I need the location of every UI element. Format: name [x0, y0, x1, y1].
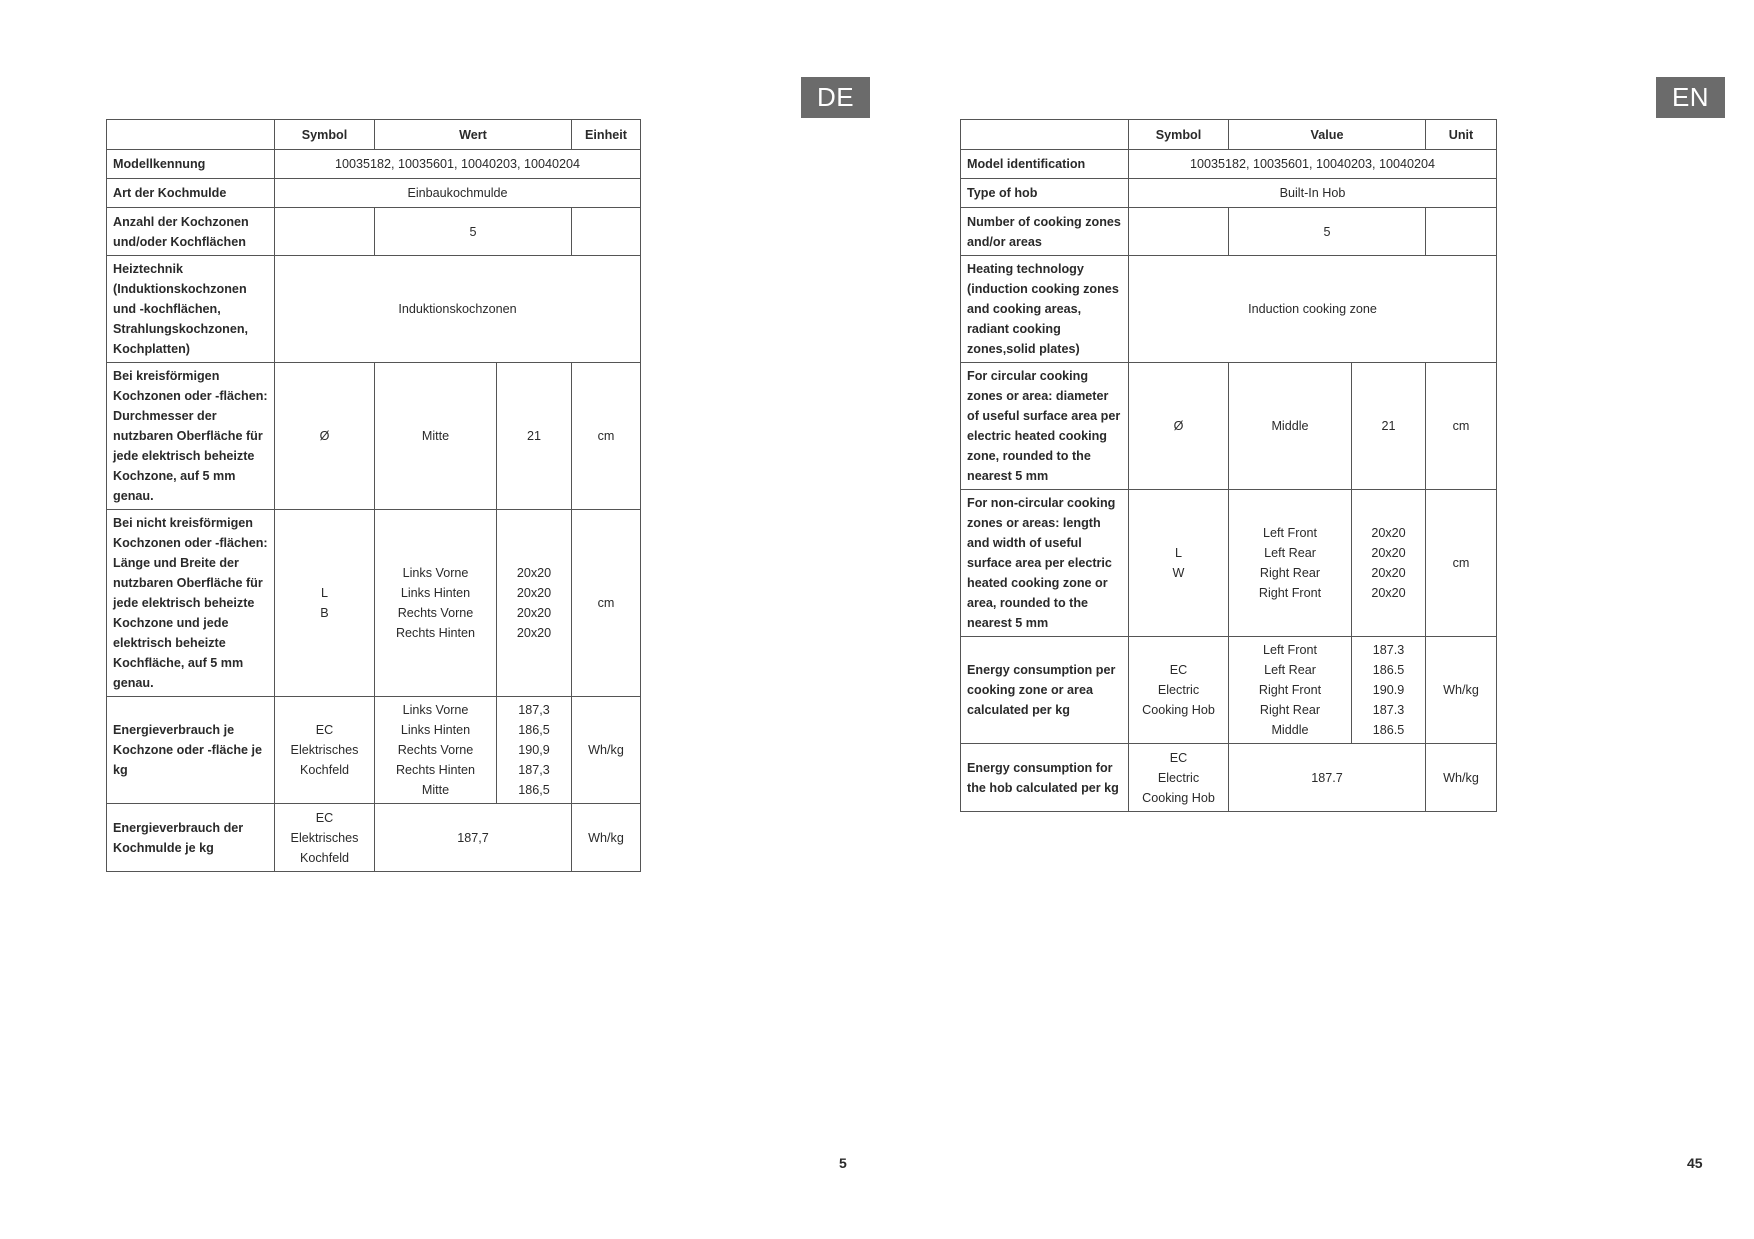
- circular-zone: Middle: [1229, 363, 1352, 490]
- symbol-line: EC: [315, 810, 334, 825]
- energy-hob-label: Energy consumption for the hob calculated per kg: [961, 744, 1129, 812]
- hob-type-row: [961, 179, 1497, 208]
- zones-count-unit: [1426, 208, 1497, 256]
- page-number-de: 5: [839, 1155, 847, 1171]
- symbol-line: Elektrisches: [290, 830, 359, 845]
- language-tab-en: EN: [1656, 77, 1725, 118]
- zone-energy: 187,3: [518, 703, 550, 717]
- zones-count-symbol: [275, 208, 375, 256]
- zone-name: Links Hinten: [400, 586, 471, 600]
- zone-energy: 190,9: [518, 743, 550, 757]
- model-label: Modellkennung: [107, 150, 275, 179]
- zone-energy: 186.5: [1372, 723, 1405, 737]
- model-row: [961, 150, 1497, 179]
- zones-count-value: 5: [1229, 208, 1426, 256]
- zone-name: Rechts Vorne: [397, 743, 474, 757]
- zone-name: Rechts Hinten: [395, 763, 476, 777]
- zones-count-row: [961, 208, 1497, 256]
- zone-size: 20x20: [516, 566, 552, 580]
- zone-energy: 187.3: [1372, 703, 1405, 717]
- energy-hob-label: Energieverbrauch der Kochmulde je kg: [107, 804, 275, 872]
- heating-value: Induction cooking zone: [1129, 256, 1497, 363]
- zones-count-label: Anzahl der Kochzonen und/oder Kochflächen: [107, 208, 275, 256]
- zone-name: Rechts Hinten: [395, 626, 476, 640]
- energy-zone-row: [107, 697, 641, 804]
- energy-zone-unit: Wh/kg: [1426, 637, 1497, 744]
- empty-header-cell: [961, 120, 1129, 150]
- language-tab-de: DE: [801, 77, 870, 118]
- circular-label: Bei kreisförmigen Kochzonen oder -flächen: Durchmesser der nutzbaren Oberfläche für jede elektrisch beheizte Kochzone, auf 5 mm genau.: [107, 363, 275, 510]
- symbol-line: EC: [1169, 750, 1188, 765]
- zone-energy: 187,3: [518, 763, 550, 777]
- spec-table-de: [106, 119, 641, 872]
- energy-zone-symbol: [1129, 637, 1229, 744]
- hob-type-row: [107, 179, 641, 208]
- circular-value: 21: [497, 363, 572, 510]
- zone-size: 20x20: [1371, 546, 1406, 560]
- zone-name: Links Vorne: [402, 703, 469, 717]
- unit-header: Einheit: [572, 120, 641, 150]
- symbol-width: W: [1172, 566, 1185, 580]
- symbol-line: EC: [1169, 663, 1188, 677]
- circular-row: [961, 363, 1497, 490]
- zone-size: 20x20: [1371, 586, 1406, 600]
- noncircular-zones: [375, 510, 497, 697]
- circular-zone: Mitte: [375, 363, 497, 510]
- zone-size: 20x20: [1371, 566, 1406, 580]
- zone-energy: 190.9: [1372, 683, 1405, 697]
- model-value: 10035182, 10035601, 10040203, 10040204: [275, 150, 641, 179]
- symbol-line: Electric: [1157, 683, 1200, 697]
- energy-zone-unit: Wh/kg: [572, 697, 641, 804]
- symbol-line: Electric: [1157, 770, 1200, 785]
- symbol-length: L: [1174, 546, 1182, 560]
- zones-count-value: 5: [375, 208, 572, 256]
- heating-label: Heating technology (induction cooking zones and cooking areas, radiant cooking zones,solid plates): [961, 256, 1129, 363]
- zone-name: Rechts Vorne: [397, 606, 474, 620]
- zone-name: Right Front: [1258, 683, 1322, 697]
- circular-unit: cm: [1426, 363, 1497, 490]
- heating-row: [961, 256, 1497, 363]
- energy-zone-label: Energy consumption per cooking zone or area calculated per kg: [961, 637, 1129, 744]
- hob-type-value: Built-In Hob: [1129, 179, 1497, 208]
- energy-zone-names: [375, 697, 497, 804]
- page-number-en: 45: [1687, 1155, 1703, 1171]
- hob-type-label: Type of hob: [961, 179, 1129, 208]
- symbol-line: Kochfeld: [299, 763, 349, 777]
- value-header: Wert: [375, 120, 572, 150]
- zone-size: 20x20: [516, 606, 552, 620]
- zone-name: Left Rear: [1264, 663, 1316, 677]
- heating-row: [107, 256, 641, 363]
- energy-hob-row: [107, 804, 641, 872]
- circular-row: [107, 363, 641, 510]
- symbol-header: Symbol: [275, 120, 375, 150]
- energy-zone-values: [497, 697, 572, 804]
- page-en: [877, 0, 1754, 1239]
- symbol-width: B: [320, 606, 329, 620]
- noncircular-unit: cm: [572, 510, 641, 697]
- zone-name: Links Vorne: [402, 566, 469, 580]
- zone-name: Right Rear: [1259, 703, 1321, 717]
- hob-type-value: Einbaukochmulde: [275, 179, 641, 208]
- symbol-line: Cooking Hob: [1142, 703, 1215, 717]
- symbol-length: L: [320, 586, 328, 600]
- hob-type-label: Art der Kochmulde: [107, 179, 275, 208]
- energy-zone-row: [961, 637, 1497, 744]
- circular-symbol: Ø: [275, 363, 375, 510]
- circular-label: For circular cooking zones or area: diameter of useful surface area per electric heated cooking zone, rounded to the nearest 5 mm: [961, 363, 1129, 490]
- zones-count-symbol: [1129, 208, 1229, 256]
- symbol-line: Cooking Hob: [1142, 790, 1215, 805]
- noncircular-values: [497, 510, 572, 697]
- zone-name: Left Front: [1263, 643, 1317, 657]
- spec-table-en: [960, 119, 1497, 812]
- energy-zone-symbol: [275, 697, 375, 804]
- model-row: [107, 150, 641, 179]
- zone-energy: 186.5: [1372, 663, 1405, 677]
- energy-zone-label: Energieverbrauch je Kochzone oder -fläche je kg: [107, 697, 275, 804]
- zone-size: 20x20: [516, 626, 552, 640]
- energy-zone-names: [1229, 637, 1352, 744]
- zone-size: 20x20: [516, 586, 552, 600]
- noncircular-row: [961, 490, 1497, 637]
- zone-energy: 186,5: [518, 723, 550, 737]
- zone-name: Right Rear: [1259, 566, 1321, 580]
- symbol-line: EC: [315, 723, 334, 737]
- zone-name: Left Front: [1263, 526, 1317, 540]
- model-value: 10035182, 10035601, 10040203, 10040204: [1129, 150, 1497, 179]
- symbol-line: Elektrisches: [290, 743, 359, 757]
- zone-name: Mitte: [421, 783, 450, 797]
- energy-zone-values: [1352, 637, 1426, 744]
- energy-hob-unit: Wh/kg: [572, 804, 641, 872]
- noncircular-label: Bei nicht kreisförmigen Kochzonen oder -flächen: Länge und Breite der nutzbaren Oberfläche für jede elektrisch beheizte Kochzone und jede elektrisch beheizte Kochfläche, auf 5 mm genau.: [107, 510, 275, 697]
- zones-count-row: [107, 208, 641, 256]
- header-row: [107, 120, 641, 150]
- value-header: Value: [1229, 120, 1426, 150]
- noncircular-values: [1352, 490, 1426, 637]
- symbol-header: Symbol: [1129, 120, 1229, 150]
- noncircular-label: For non-circular cooking zones or areas: length and width of useful surface area per electric heated cooking zone or area, rounded to the nearest 5 mm: [961, 490, 1129, 637]
- heating-value: Induktionskochzonen: [275, 256, 641, 363]
- heating-label: Heiztechnik (Induktionskochzonen und -kochflächen, Strahlungskochzonen, Kochplatten): [107, 256, 275, 363]
- zone-size: 20x20: [1371, 526, 1406, 540]
- noncircular-row: [107, 510, 641, 697]
- circular-unit: cm: [572, 363, 641, 510]
- zone-name: Right Front: [1258, 586, 1322, 600]
- zone-energy: 187.3: [1372, 643, 1405, 657]
- unit-header: Unit: [1426, 120, 1497, 150]
- model-label: Model identification: [961, 150, 1129, 179]
- zone-energy: 186,5: [518, 783, 550, 797]
- zone-name: Left Rear: [1264, 546, 1316, 560]
- zones-count-label: Number of cooking zones and/or areas: [961, 208, 1129, 256]
- noncircular-unit: cm: [1426, 490, 1497, 637]
- energy-hob-symbol: [275, 804, 375, 872]
- symbol-line: Kochfeld: [299, 850, 349, 865]
- energy-hob-value: 187,7: [375, 804, 572, 872]
- zone-name: Middle: [1271, 723, 1309, 737]
- circular-symbol: Ø: [1129, 363, 1229, 490]
- empty-header-cell: [107, 120, 275, 150]
- zone-name: Links Hinten: [400, 723, 471, 737]
- energy-hob-unit: Wh/kg: [1426, 744, 1497, 812]
- circular-value: 21: [1352, 363, 1426, 490]
- noncircular-symbols: [275, 510, 375, 697]
- noncircular-zones: [1229, 490, 1352, 637]
- energy-hob-value: 187.7: [1229, 744, 1426, 812]
- energy-hob-symbol: [1129, 744, 1229, 812]
- zones-count-unit: [572, 208, 641, 256]
- noncircular-symbols: [1129, 490, 1229, 637]
- header-row: [961, 120, 1497, 150]
- energy-hob-row: [961, 744, 1497, 812]
